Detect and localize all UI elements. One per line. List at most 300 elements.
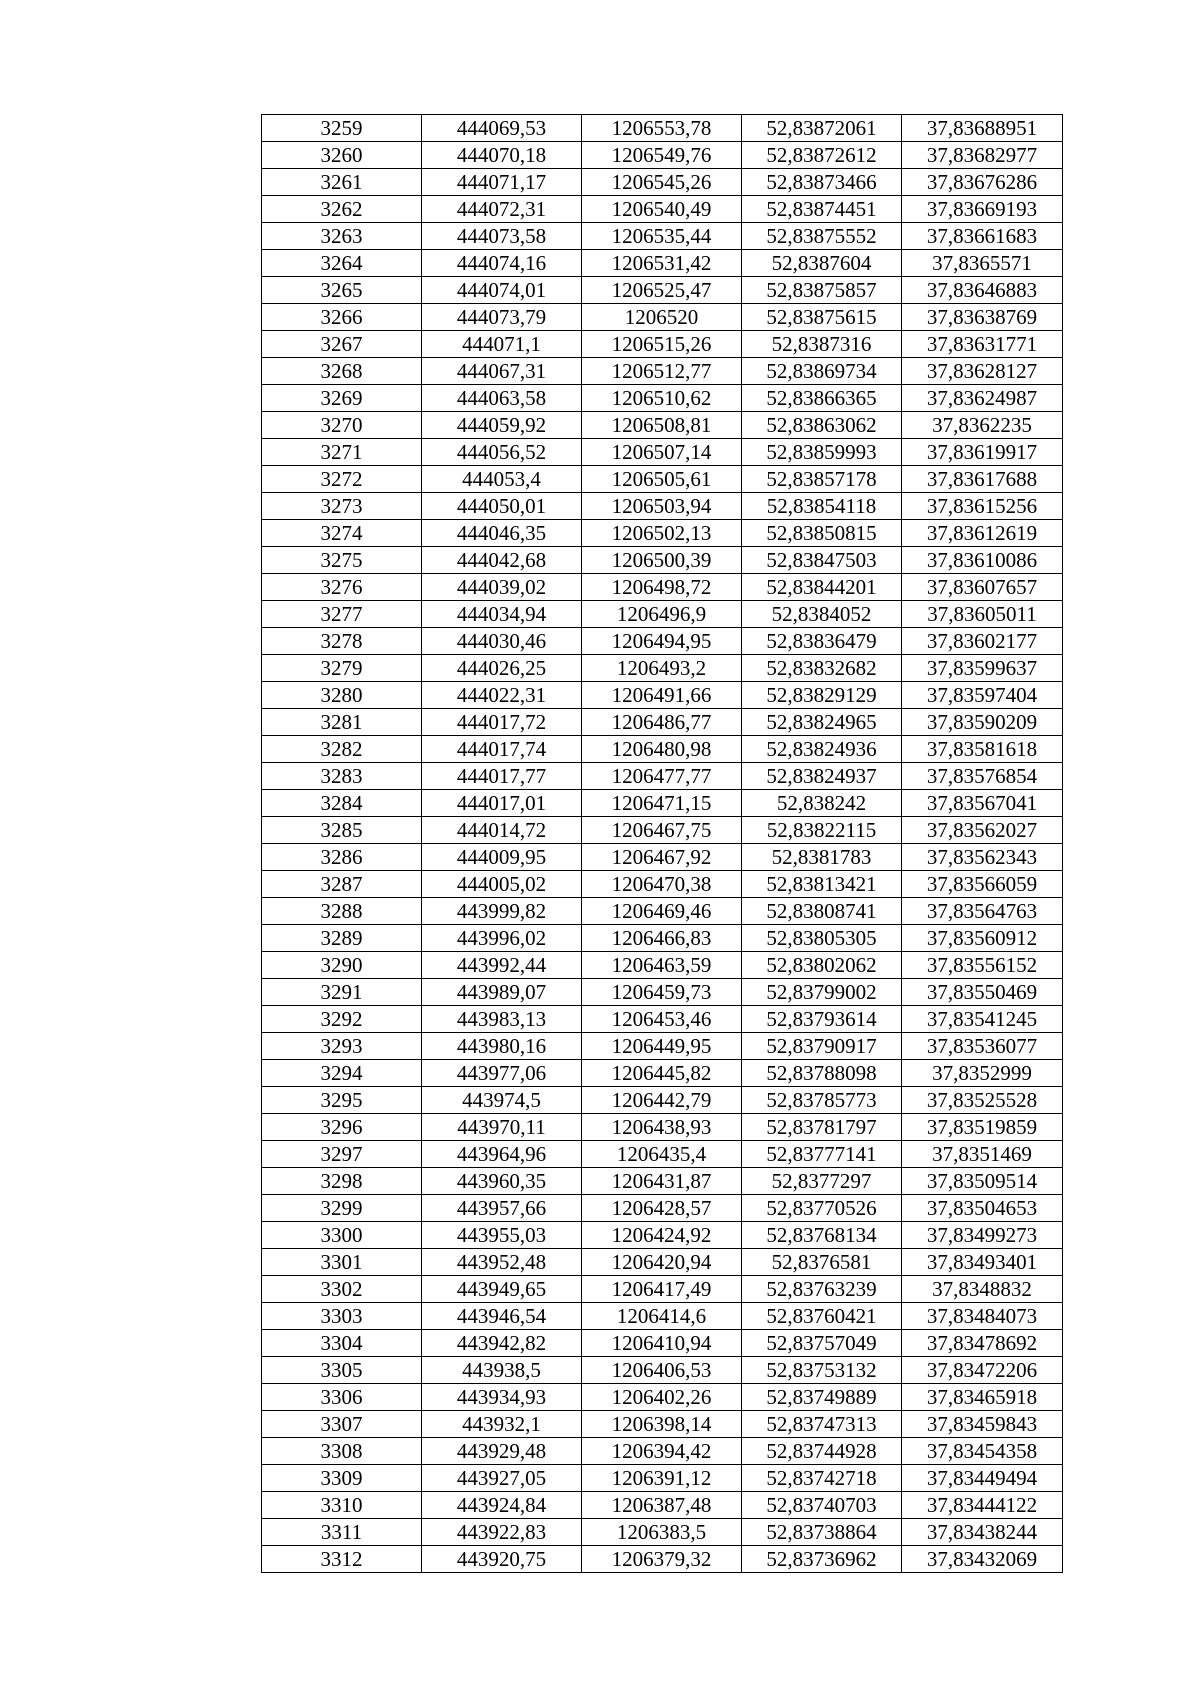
y-coordinate-cell: 1206505,61 bbox=[582, 466, 742, 493]
table-row bbox=[262, 331, 1063, 358]
point-number-cell: 3263 bbox=[262, 223, 422, 250]
longitude-cell: 37,8362235 bbox=[902, 412, 1063, 439]
table-row bbox=[262, 1249, 1063, 1276]
x-coordinate-cell: 444030,46 bbox=[422, 628, 582, 655]
latitude-cell: 52,83872061 bbox=[742, 115, 902, 142]
longitude-cell: 37,83564763 bbox=[902, 898, 1063, 925]
x-coordinate-cell: 443977,06 bbox=[422, 1060, 582, 1087]
table-row bbox=[262, 466, 1063, 493]
longitude-cell: 37,83499273 bbox=[902, 1222, 1063, 1249]
latitude-cell: 52,838242 bbox=[742, 790, 902, 817]
x-coordinate-cell: 443942,82 bbox=[422, 1330, 582, 1357]
longitude-cell: 37,83556152 bbox=[902, 952, 1063, 979]
longitude-cell: 37,83590209 bbox=[902, 709, 1063, 736]
longitude-cell: 37,83631771 bbox=[902, 331, 1063, 358]
x-coordinate-cell: 444017,74 bbox=[422, 736, 582, 763]
latitude-cell: 52,83738864 bbox=[742, 1519, 902, 1546]
x-coordinate-cell: 443970,11 bbox=[422, 1114, 582, 1141]
latitude-cell: 52,83747313 bbox=[742, 1411, 902, 1438]
latitude-cell: 52,83770526 bbox=[742, 1195, 902, 1222]
y-coordinate-cell: 1206463,59 bbox=[582, 952, 742, 979]
y-coordinate-cell: 1206510,62 bbox=[582, 385, 742, 412]
table-row bbox=[262, 1114, 1063, 1141]
y-coordinate-cell: 1206438,93 bbox=[582, 1114, 742, 1141]
longitude-cell: 37,83560912 bbox=[902, 925, 1063, 952]
table-row bbox=[262, 871, 1063, 898]
table-row bbox=[262, 1195, 1063, 1222]
latitude-cell: 52,83824936 bbox=[742, 736, 902, 763]
longitude-cell: 37,83541245 bbox=[902, 1006, 1063, 1033]
table-row bbox=[262, 601, 1063, 628]
table-row bbox=[262, 709, 1063, 736]
point-number-cell: 3293 bbox=[262, 1033, 422, 1060]
table-row bbox=[262, 763, 1063, 790]
y-coordinate-cell: 1206445,82 bbox=[582, 1060, 742, 1087]
point-number-cell: 3300 bbox=[262, 1222, 422, 1249]
y-coordinate-cell: 1206383,5 bbox=[582, 1519, 742, 1546]
longitude-cell: 37,83638769 bbox=[902, 304, 1063, 331]
x-coordinate-cell: 444074,16 bbox=[422, 250, 582, 277]
table-row bbox=[262, 1060, 1063, 1087]
table-row bbox=[262, 628, 1063, 655]
y-coordinate-cell: 1206549,76 bbox=[582, 142, 742, 169]
x-coordinate-cell: 443929,48 bbox=[422, 1438, 582, 1465]
x-coordinate-cell: 443932,1 bbox=[422, 1411, 582, 1438]
latitude-cell: 52,83799002 bbox=[742, 979, 902, 1006]
point-number-cell: 3289 bbox=[262, 925, 422, 952]
y-coordinate-cell: 1206540,49 bbox=[582, 196, 742, 223]
latitude-cell: 52,83859993 bbox=[742, 439, 902, 466]
table-row bbox=[262, 142, 1063, 169]
latitude-cell: 52,83850815 bbox=[742, 520, 902, 547]
longitude-cell: 37,83624987 bbox=[902, 385, 1063, 412]
table-row bbox=[262, 1384, 1063, 1411]
x-coordinate-cell: 443996,02 bbox=[422, 925, 582, 952]
latitude-cell: 52,83847503 bbox=[742, 547, 902, 574]
y-coordinate-cell: 1206553,78 bbox=[582, 115, 742, 142]
latitude-cell: 52,83763239 bbox=[742, 1276, 902, 1303]
x-coordinate-cell: 444073,58 bbox=[422, 223, 582, 250]
point-number-cell: 3268 bbox=[262, 358, 422, 385]
y-coordinate-cell: 1206494,95 bbox=[582, 628, 742, 655]
point-number-cell: 3287 bbox=[262, 871, 422, 898]
x-coordinate-cell: 443974,5 bbox=[422, 1087, 582, 1114]
x-coordinate-cell: 443952,48 bbox=[422, 1249, 582, 1276]
x-coordinate-cell: 444034,94 bbox=[422, 601, 582, 628]
y-coordinate-cell: 1206394,42 bbox=[582, 1438, 742, 1465]
latitude-cell: 52,83872612 bbox=[742, 142, 902, 169]
x-coordinate-cell: 443922,83 bbox=[422, 1519, 582, 1546]
point-number-cell: 3288 bbox=[262, 898, 422, 925]
longitude-cell: 37,83646883 bbox=[902, 277, 1063, 304]
latitude-cell: 52,83790917 bbox=[742, 1033, 902, 1060]
point-number-cell: 3285 bbox=[262, 817, 422, 844]
y-coordinate-cell: 1206379,32 bbox=[582, 1546, 742, 1573]
table-row bbox=[262, 1087, 1063, 1114]
point-number-cell: 3306 bbox=[262, 1384, 422, 1411]
point-number-cell: 3310 bbox=[262, 1492, 422, 1519]
table-row bbox=[262, 979, 1063, 1006]
y-coordinate-cell: 1206486,77 bbox=[582, 709, 742, 736]
y-coordinate-cell: 1206387,48 bbox=[582, 1492, 742, 1519]
point-number-cell: 3276 bbox=[262, 574, 422, 601]
y-coordinate-cell: 1206424,92 bbox=[582, 1222, 742, 1249]
latitude-cell: 52,83760421 bbox=[742, 1303, 902, 1330]
table-row bbox=[262, 1276, 1063, 1303]
longitude-cell: 37,8348832 bbox=[902, 1276, 1063, 1303]
point-number-cell: 3259 bbox=[262, 115, 422, 142]
latitude-cell: 52,8377297 bbox=[742, 1168, 902, 1195]
table-row bbox=[262, 358, 1063, 385]
latitude-cell: 52,83866365 bbox=[742, 385, 902, 412]
x-coordinate-cell: 443960,35 bbox=[422, 1168, 582, 1195]
table-row bbox=[262, 169, 1063, 196]
point-number-cell: 3299 bbox=[262, 1195, 422, 1222]
y-coordinate-cell: 1206477,77 bbox=[582, 763, 742, 790]
table-row bbox=[262, 1168, 1063, 1195]
table-row bbox=[262, 115, 1063, 142]
table-row bbox=[262, 574, 1063, 601]
table-row bbox=[262, 1357, 1063, 1384]
table-row bbox=[262, 844, 1063, 871]
x-coordinate-cell: 443920,75 bbox=[422, 1546, 582, 1573]
table-row bbox=[262, 520, 1063, 547]
point-number-cell: 3274 bbox=[262, 520, 422, 547]
point-number-cell: 3301 bbox=[262, 1249, 422, 1276]
table-row bbox=[262, 412, 1063, 439]
latitude-cell: 52,83793614 bbox=[742, 1006, 902, 1033]
point-number-cell: 3305 bbox=[262, 1357, 422, 1384]
y-coordinate-cell: 1206406,53 bbox=[582, 1357, 742, 1384]
longitude-cell: 37,8365571 bbox=[902, 250, 1063, 277]
point-number-cell: 3304 bbox=[262, 1330, 422, 1357]
y-coordinate-cell: 1206491,66 bbox=[582, 682, 742, 709]
x-coordinate-cell: 443949,65 bbox=[422, 1276, 582, 1303]
longitude-cell: 37,8352999 bbox=[902, 1060, 1063, 1087]
point-number-cell: 3261 bbox=[262, 169, 422, 196]
longitude-cell: 37,83525528 bbox=[902, 1087, 1063, 1114]
longitude-cell: 37,83597404 bbox=[902, 682, 1063, 709]
x-coordinate-cell: 444042,68 bbox=[422, 547, 582, 574]
y-coordinate-cell: 1206512,77 bbox=[582, 358, 742, 385]
longitude-cell: 37,83550469 bbox=[902, 979, 1063, 1006]
latitude-cell: 52,8376581 bbox=[742, 1249, 902, 1276]
point-number-cell: 3283 bbox=[262, 763, 422, 790]
table-row bbox=[262, 898, 1063, 925]
longitude-cell: 37,83581618 bbox=[902, 736, 1063, 763]
point-number-cell: 3307 bbox=[262, 1411, 422, 1438]
y-coordinate-cell: 1206467,75 bbox=[582, 817, 742, 844]
y-coordinate-cell: 1206500,39 bbox=[582, 547, 742, 574]
longitude-cell: 37,83449494 bbox=[902, 1465, 1063, 1492]
y-coordinate-cell: 1206469,46 bbox=[582, 898, 742, 925]
point-number-cell: 3277 bbox=[262, 601, 422, 628]
longitude-cell: 37,83562343 bbox=[902, 844, 1063, 871]
point-number-cell: 3308 bbox=[262, 1438, 422, 1465]
point-number-cell: 3270 bbox=[262, 412, 422, 439]
point-number-cell: 3267 bbox=[262, 331, 422, 358]
latitude-cell: 52,83757049 bbox=[742, 1330, 902, 1357]
latitude-cell: 52,83744928 bbox=[742, 1438, 902, 1465]
longitude-cell: 37,83536077 bbox=[902, 1033, 1063, 1060]
y-coordinate-cell: 1206402,26 bbox=[582, 1384, 742, 1411]
longitude-cell: 37,83509514 bbox=[902, 1168, 1063, 1195]
table-row bbox=[262, 250, 1063, 277]
point-number-cell: 3298 bbox=[262, 1168, 422, 1195]
latitude-cell: 52,83742718 bbox=[742, 1465, 902, 1492]
x-coordinate-cell: 444073,79 bbox=[422, 304, 582, 331]
point-number-cell: 3266 bbox=[262, 304, 422, 331]
x-coordinate-cell: 444069,53 bbox=[422, 115, 582, 142]
point-number-cell: 3295 bbox=[262, 1087, 422, 1114]
point-number-cell: 3281 bbox=[262, 709, 422, 736]
y-coordinate-cell: 1206520 bbox=[582, 304, 742, 331]
y-coordinate-cell: 1206417,49 bbox=[582, 1276, 742, 1303]
point-number-cell: 3279 bbox=[262, 655, 422, 682]
longitude-cell: 37,83610086 bbox=[902, 547, 1063, 574]
x-coordinate-cell: 443955,03 bbox=[422, 1222, 582, 1249]
latitude-cell: 52,83836479 bbox=[742, 628, 902, 655]
table-row bbox=[262, 304, 1063, 331]
latitude-cell: 52,8384052 bbox=[742, 601, 902, 628]
y-coordinate-cell: 1206428,57 bbox=[582, 1195, 742, 1222]
table-row bbox=[262, 439, 1063, 466]
x-coordinate-cell: 443989,07 bbox=[422, 979, 582, 1006]
longitude-cell: 37,83465918 bbox=[902, 1384, 1063, 1411]
latitude-cell: 52,83824965 bbox=[742, 709, 902, 736]
y-coordinate-cell: 1206502,13 bbox=[582, 520, 742, 547]
longitude-cell: 37,83576854 bbox=[902, 763, 1063, 790]
x-coordinate-cell: 443983,13 bbox=[422, 1006, 582, 1033]
y-coordinate-cell: 1206391,12 bbox=[582, 1465, 742, 1492]
y-coordinate-cell: 1206410,94 bbox=[582, 1330, 742, 1357]
point-number-cell: 3272 bbox=[262, 466, 422, 493]
longitude-cell: 37,83493401 bbox=[902, 1249, 1063, 1276]
latitude-cell: 52,83863062 bbox=[742, 412, 902, 439]
longitude-cell: 37,83567041 bbox=[902, 790, 1063, 817]
y-coordinate-cell: 1206466,83 bbox=[582, 925, 742, 952]
x-coordinate-cell: 444053,4 bbox=[422, 466, 582, 493]
y-coordinate-cell: 1206525,47 bbox=[582, 277, 742, 304]
y-coordinate-cell: 1206414,6 bbox=[582, 1303, 742, 1330]
point-number-cell: 3311 bbox=[262, 1519, 422, 1546]
longitude-cell: 37,8351469 bbox=[902, 1141, 1063, 1168]
longitude-cell: 37,83454358 bbox=[902, 1438, 1063, 1465]
x-coordinate-cell: 444074,01 bbox=[422, 277, 582, 304]
longitude-cell: 37,83612619 bbox=[902, 520, 1063, 547]
x-coordinate-cell: 443992,44 bbox=[422, 952, 582, 979]
x-coordinate-cell: 443980,16 bbox=[422, 1033, 582, 1060]
point-number-cell: 3280 bbox=[262, 682, 422, 709]
longitude-cell: 37,83682977 bbox=[902, 142, 1063, 169]
table-row bbox=[262, 1519, 1063, 1546]
x-coordinate-cell: 444046,35 bbox=[422, 520, 582, 547]
x-coordinate-cell: 443924,84 bbox=[422, 1492, 582, 1519]
y-coordinate-cell: 1206498,72 bbox=[582, 574, 742, 601]
x-coordinate-cell: 444026,25 bbox=[422, 655, 582, 682]
table-row bbox=[262, 1330, 1063, 1357]
latitude-cell: 52,83869734 bbox=[742, 358, 902, 385]
point-number-cell: 3303 bbox=[262, 1303, 422, 1330]
longitude-cell: 37,83602177 bbox=[902, 628, 1063, 655]
point-number-cell: 3264 bbox=[262, 250, 422, 277]
x-coordinate-cell: 444070,18 bbox=[422, 142, 582, 169]
y-coordinate-cell: 1206480,98 bbox=[582, 736, 742, 763]
point-number-cell: 3302 bbox=[262, 1276, 422, 1303]
latitude-cell: 52,8387604 bbox=[742, 250, 902, 277]
point-number-cell: 3286 bbox=[262, 844, 422, 871]
table-row bbox=[262, 223, 1063, 250]
y-coordinate-cell: 1206398,14 bbox=[582, 1411, 742, 1438]
x-coordinate-cell: 444059,92 bbox=[422, 412, 582, 439]
y-coordinate-cell: 1206508,81 bbox=[582, 412, 742, 439]
latitude-cell: 52,83813421 bbox=[742, 871, 902, 898]
y-coordinate-cell: 1206467,92 bbox=[582, 844, 742, 871]
latitude-cell: 52,83785773 bbox=[742, 1087, 902, 1114]
latitude-cell: 52,8381783 bbox=[742, 844, 902, 871]
longitude-cell: 37,83566059 bbox=[902, 871, 1063, 898]
latitude-cell: 52,83875615 bbox=[742, 304, 902, 331]
x-coordinate-cell: 444039,02 bbox=[422, 574, 582, 601]
table-row bbox=[262, 1546, 1063, 1573]
x-coordinate-cell: 443946,54 bbox=[422, 1303, 582, 1330]
x-coordinate-cell: 443957,66 bbox=[422, 1195, 582, 1222]
x-coordinate-cell: 444063,58 bbox=[422, 385, 582, 412]
x-coordinate-cell: 443934,93 bbox=[422, 1384, 582, 1411]
x-coordinate-cell: 444050,01 bbox=[422, 493, 582, 520]
x-coordinate-cell: 444071,17 bbox=[422, 169, 582, 196]
table-row bbox=[262, 817, 1063, 844]
y-coordinate-cell: 1206420,94 bbox=[582, 1249, 742, 1276]
table-row bbox=[262, 196, 1063, 223]
x-coordinate-cell: 443938,5 bbox=[422, 1357, 582, 1384]
longitude-cell: 37,83599637 bbox=[902, 655, 1063, 682]
longitude-cell: 37,83607657 bbox=[902, 574, 1063, 601]
longitude-cell: 37,83628127 bbox=[902, 358, 1063, 385]
table-row bbox=[262, 1492, 1063, 1519]
x-coordinate-cell: 444014,72 bbox=[422, 817, 582, 844]
x-coordinate-cell: 444022,31 bbox=[422, 682, 582, 709]
longitude-cell: 37,83617688 bbox=[902, 466, 1063, 493]
table-row bbox=[262, 655, 1063, 682]
point-number-cell: 3291 bbox=[262, 979, 422, 1006]
latitude-cell: 52,83822115 bbox=[742, 817, 902, 844]
longitude-cell: 37,83562027 bbox=[902, 817, 1063, 844]
latitude-cell: 52,83857178 bbox=[742, 466, 902, 493]
y-coordinate-cell: 1206453,46 bbox=[582, 1006, 742, 1033]
y-coordinate-cell: 1206449,95 bbox=[582, 1033, 742, 1060]
point-number-cell: 3260 bbox=[262, 142, 422, 169]
x-coordinate-cell: 443927,05 bbox=[422, 1465, 582, 1492]
latitude-cell: 52,83824937 bbox=[742, 763, 902, 790]
point-number-cell: 3292 bbox=[262, 1006, 422, 1033]
x-coordinate-cell: 444072,31 bbox=[422, 196, 582, 223]
latitude-cell: 52,83832682 bbox=[742, 655, 902, 682]
longitude-cell: 37,83432069 bbox=[902, 1546, 1063, 1573]
latitude-cell: 52,83875857 bbox=[742, 277, 902, 304]
point-number-cell: 3309 bbox=[262, 1465, 422, 1492]
latitude-cell: 52,83736962 bbox=[742, 1546, 902, 1573]
table-row bbox=[262, 925, 1063, 952]
latitude-cell: 52,83781797 bbox=[742, 1114, 902, 1141]
table-row bbox=[262, 682, 1063, 709]
latitude-cell: 52,83740703 bbox=[742, 1492, 902, 1519]
longitude-cell: 37,83688951 bbox=[902, 115, 1063, 142]
longitude-cell: 37,83615256 bbox=[902, 493, 1063, 520]
longitude-cell: 37,83669193 bbox=[902, 196, 1063, 223]
table-row bbox=[262, 952, 1063, 979]
longitude-cell: 37,83504653 bbox=[902, 1195, 1063, 1222]
table-row bbox=[262, 1222, 1063, 1249]
table-row bbox=[262, 1303, 1063, 1330]
y-coordinate-cell: 1206493,2 bbox=[582, 655, 742, 682]
latitude-cell: 52,83753132 bbox=[742, 1357, 902, 1384]
table-row bbox=[262, 790, 1063, 817]
point-number-cell: 3284 bbox=[262, 790, 422, 817]
table-row bbox=[262, 385, 1063, 412]
x-coordinate-cell: 444009,95 bbox=[422, 844, 582, 871]
longitude-cell: 37,83459843 bbox=[902, 1411, 1063, 1438]
table-row bbox=[262, 493, 1063, 520]
latitude-cell: 52,83777141 bbox=[742, 1141, 902, 1168]
coordinates-table bbox=[261, 114, 1063, 1573]
longitude-cell: 37,83619917 bbox=[902, 439, 1063, 466]
y-coordinate-cell: 1206470,38 bbox=[582, 871, 742, 898]
point-number-cell: 3278 bbox=[262, 628, 422, 655]
latitude-cell: 52,83854118 bbox=[742, 493, 902, 520]
table-row bbox=[262, 1438, 1063, 1465]
y-coordinate-cell: 1206435,4 bbox=[582, 1141, 742, 1168]
latitude-cell: 52,83805305 bbox=[742, 925, 902, 952]
y-coordinate-cell: 1206431,87 bbox=[582, 1168, 742, 1195]
y-coordinate-cell: 1206535,44 bbox=[582, 223, 742, 250]
table-row bbox=[262, 1465, 1063, 1492]
y-coordinate-cell: 1206531,42 bbox=[582, 250, 742, 277]
x-coordinate-cell: 443999,82 bbox=[422, 898, 582, 925]
point-number-cell: 3275 bbox=[262, 547, 422, 574]
y-coordinate-cell: 1206545,26 bbox=[582, 169, 742, 196]
x-coordinate-cell: 443964,96 bbox=[422, 1141, 582, 1168]
latitude-cell: 52,83875552 bbox=[742, 223, 902, 250]
table-row bbox=[262, 736, 1063, 763]
point-number-cell: 3271 bbox=[262, 439, 422, 466]
latitude-cell: 52,83829129 bbox=[742, 682, 902, 709]
point-number-cell: 3312 bbox=[262, 1546, 422, 1573]
latitude-cell: 52,8387316 bbox=[742, 331, 902, 358]
longitude-cell: 37,83676286 bbox=[902, 169, 1063, 196]
latitude-cell: 52,83768134 bbox=[742, 1222, 902, 1249]
point-number-cell: 3296 bbox=[262, 1114, 422, 1141]
table-row bbox=[262, 277, 1063, 304]
point-number-cell: 3273 bbox=[262, 493, 422, 520]
longitude-cell: 37,83484073 bbox=[902, 1303, 1063, 1330]
table-row bbox=[262, 1033, 1063, 1060]
table-row bbox=[262, 1006, 1063, 1033]
point-number-cell: 3290 bbox=[262, 952, 422, 979]
y-coordinate-cell: 1206471,15 bbox=[582, 790, 742, 817]
y-coordinate-cell: 1206496,9 bbox=[582, 601, 742, 628]
table-row bbox=[262, 1141, 1063, 1168]
latitude-cell: 52,83788098 bbox=[742, 1060, 902, 1087]
longitude-cell: 37,83605011 bbox=[902, 601, 1063, 628]
coordinates-table-body bbox=[262, 115, 1063, 1573]
latitude-cell: 52,83874451 bbox=[742, 196, 902, 223]
x-coordinate-cell: 444071,1 bbox=[422, 331, 582, 358]
latitude-cell: 52,83844201 bbox=[742, 574, 902, 601]
x-coordinate-cell: 444017,01 bbox=[422, 790, 582, 817]
table-row bbox=[262, 547, 1063, 574]
longitude-cell: 37,83444122 bbox=[902, 1492, 1063, 1519]
